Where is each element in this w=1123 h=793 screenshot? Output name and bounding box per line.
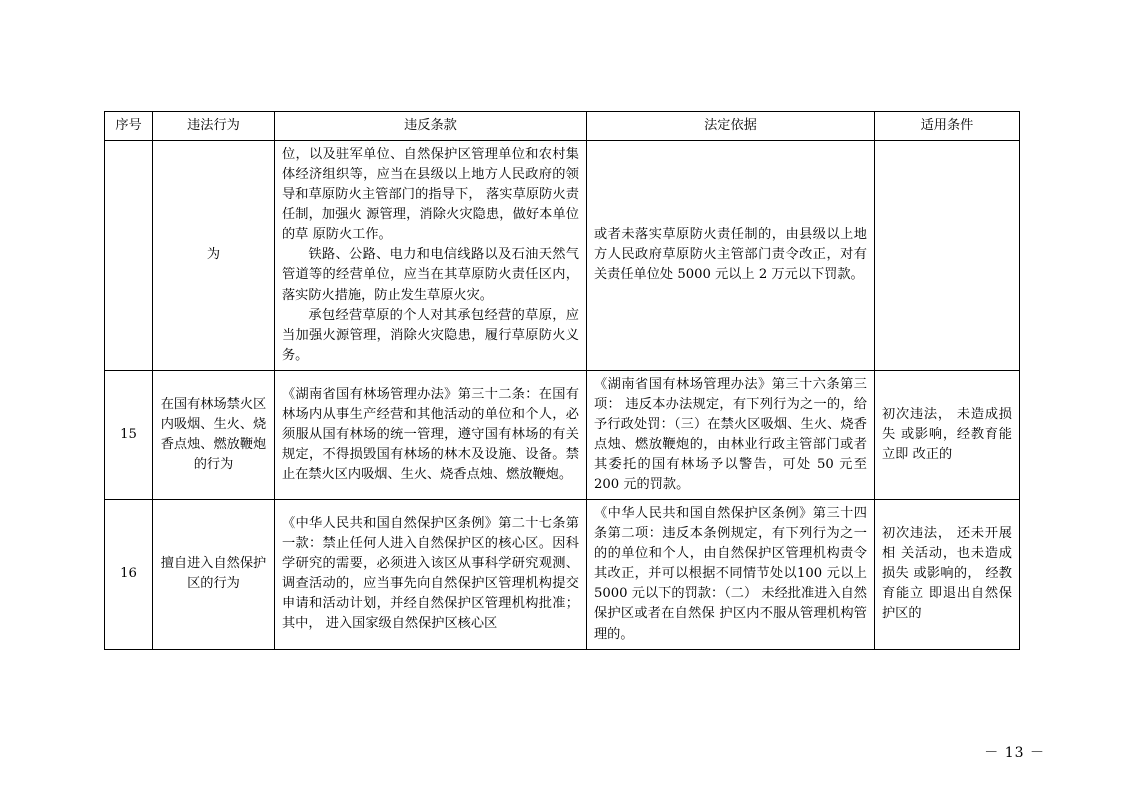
- column-header-basis: 法定依据: [587, 112, 875, 141]
- table-row: [105, 500, 1020, 649]
- column-header-condition: 适用条件: [875, 112, 1020, 141]
- basis-paragraph: 或者未落实草原防火责任制的，由县级以上地方人民政府草原防火主管部门责令改正，对有关责任单位处 5000 元以上 2 万元以下罚款。: [594, 227, 867, 283]
- cell-condition: 初次违法， 还未开展相 关活动，也未造成损失 或影响的， 经教育能立 即退出自然保护区的: [875, 500, 1020, 649]
- column-header-seq: 序号: [105, 112, 153, 141]
- cell-seq: 15: [105, 370, 153, 499]
- cell-basis: [587, 141, 875, 371]
- clause-paragraph: 《中华人民共和国自然保护区条例》第二十七条第一款：禁止任何人进入自然保护区的核心区。因科学研究的需要，必须进入该区从事科学研究观测、调查活动的，应当事先向自然保护区管理机构提交申请和活动计划，并经自然保护区管理机构批准；其中， 进入国家级自然保护区核心区: [282, 516, 579, 632]
- cell-basis: [587, 370, 875, 499]
- table-row: [105, 141, 1020, 371]
- clause-paragraph: 位，以及驻军单位、自然保护区管理单位和农村集体经济组织等，应当在县级以上地方人民政府的领导和草原防火主管部门的指导下， 落实草原防火责任制，加强火 源管理，消除火灾隐患，做好本单位的草 原防火工作。: [282, 147, 579, 243]
- cell-behavior: 擅自进入自然保护区的行为: [153, 500, 275, 649]
- cell-basis: [587, 500, 875, 649]
- cell-clause: [275, 141, 587, 371]
- table-header: [105, 112, 1020, 141]
- cell-clause: [275, 500, 587, 649]
- clause-paragraph: 《湖南省国有林场管理办法》第三十二条：在国有林场内从事生产经营和其他活动的单位和个人，必须服从国有林场的统一管理，遵守国有林场的有关规定，不得损毁国有林场的林木及设施、设备。禁止在禁火区内吸烟、生火、烧香点烛、燃放鞭炮。: [282, 386, 579, 483]
- cell-behavior: 为: [153, 141, 275, 371]
- column-header-behavior: 违法行为: [153, 112, 275, 141]
- table-body: [105, 141, 1020, 650]
- cell-condition: [875, 141, 1020, 371]
- clause-paragraph: 铁路、公路、电力和电信线路以及石油天然气管道等的经营单位，应当在其草原防火责任区内，落实防火措施，防止发生草原火灾。: [282, 247, 579, 303]
- cell-condition: 初次违法， 未造成损失 或影响，经教育能立即 改正的: [875, 370, 1020, 499]
- basis-paragraph: 《湖南省国有林场管理办法》第三十六条第三项： 违反本办法规定，有下列行为之一的，给予行政处罚：（三）在禁火区吸烟、生火、烧香点烛、燃放鞭炮的，由林业行政主管部门或者其委托的国有林场予以警告，可处 50 元至 200 元的罚款。: [594, 376, 867, 493]
- column-header-clause: 违反条款: [275, 112, 587, 141]
- table-header-row: [105, 112, 1020, 141]
- page-number: － 13 －: [984, 745, 1045, 761]
- basis-paragraph: 《中华人民共和国自然保护区条例》第三十四条第二项：违反本条例规定，有下列行为之一的的单位和个人，由自然保护区管理机构责令其改正，并可以根据不同情节处以100 元以上 5000 元以下的罚款：（二） 未经批准进入自然保护区或者在自然保 护区内不服从管理机构管理的。: [594, 506, 867, 642]
- table-row: [105, 370, 1020, 499]
- clause-paragraph: 承包经营草原的个人对其承包经营的草原，应当加强火源管理，消除火灾隐患，履行草原防火义务。: [282, 307, 579, 363]
- cell-seq: [105, 141, 153, 371]
- cell-clause: [275, 370, 587, 499]
- cell-seq: 16: [105, 500, 153, 649]
- violations-table: [104, 111, 1020, 650]
- cell-behavior: 在国有林场禁火区内吸烟、生火、烧香点烛、燃放鞭炮的行为: [153, 370, 275, 499]
